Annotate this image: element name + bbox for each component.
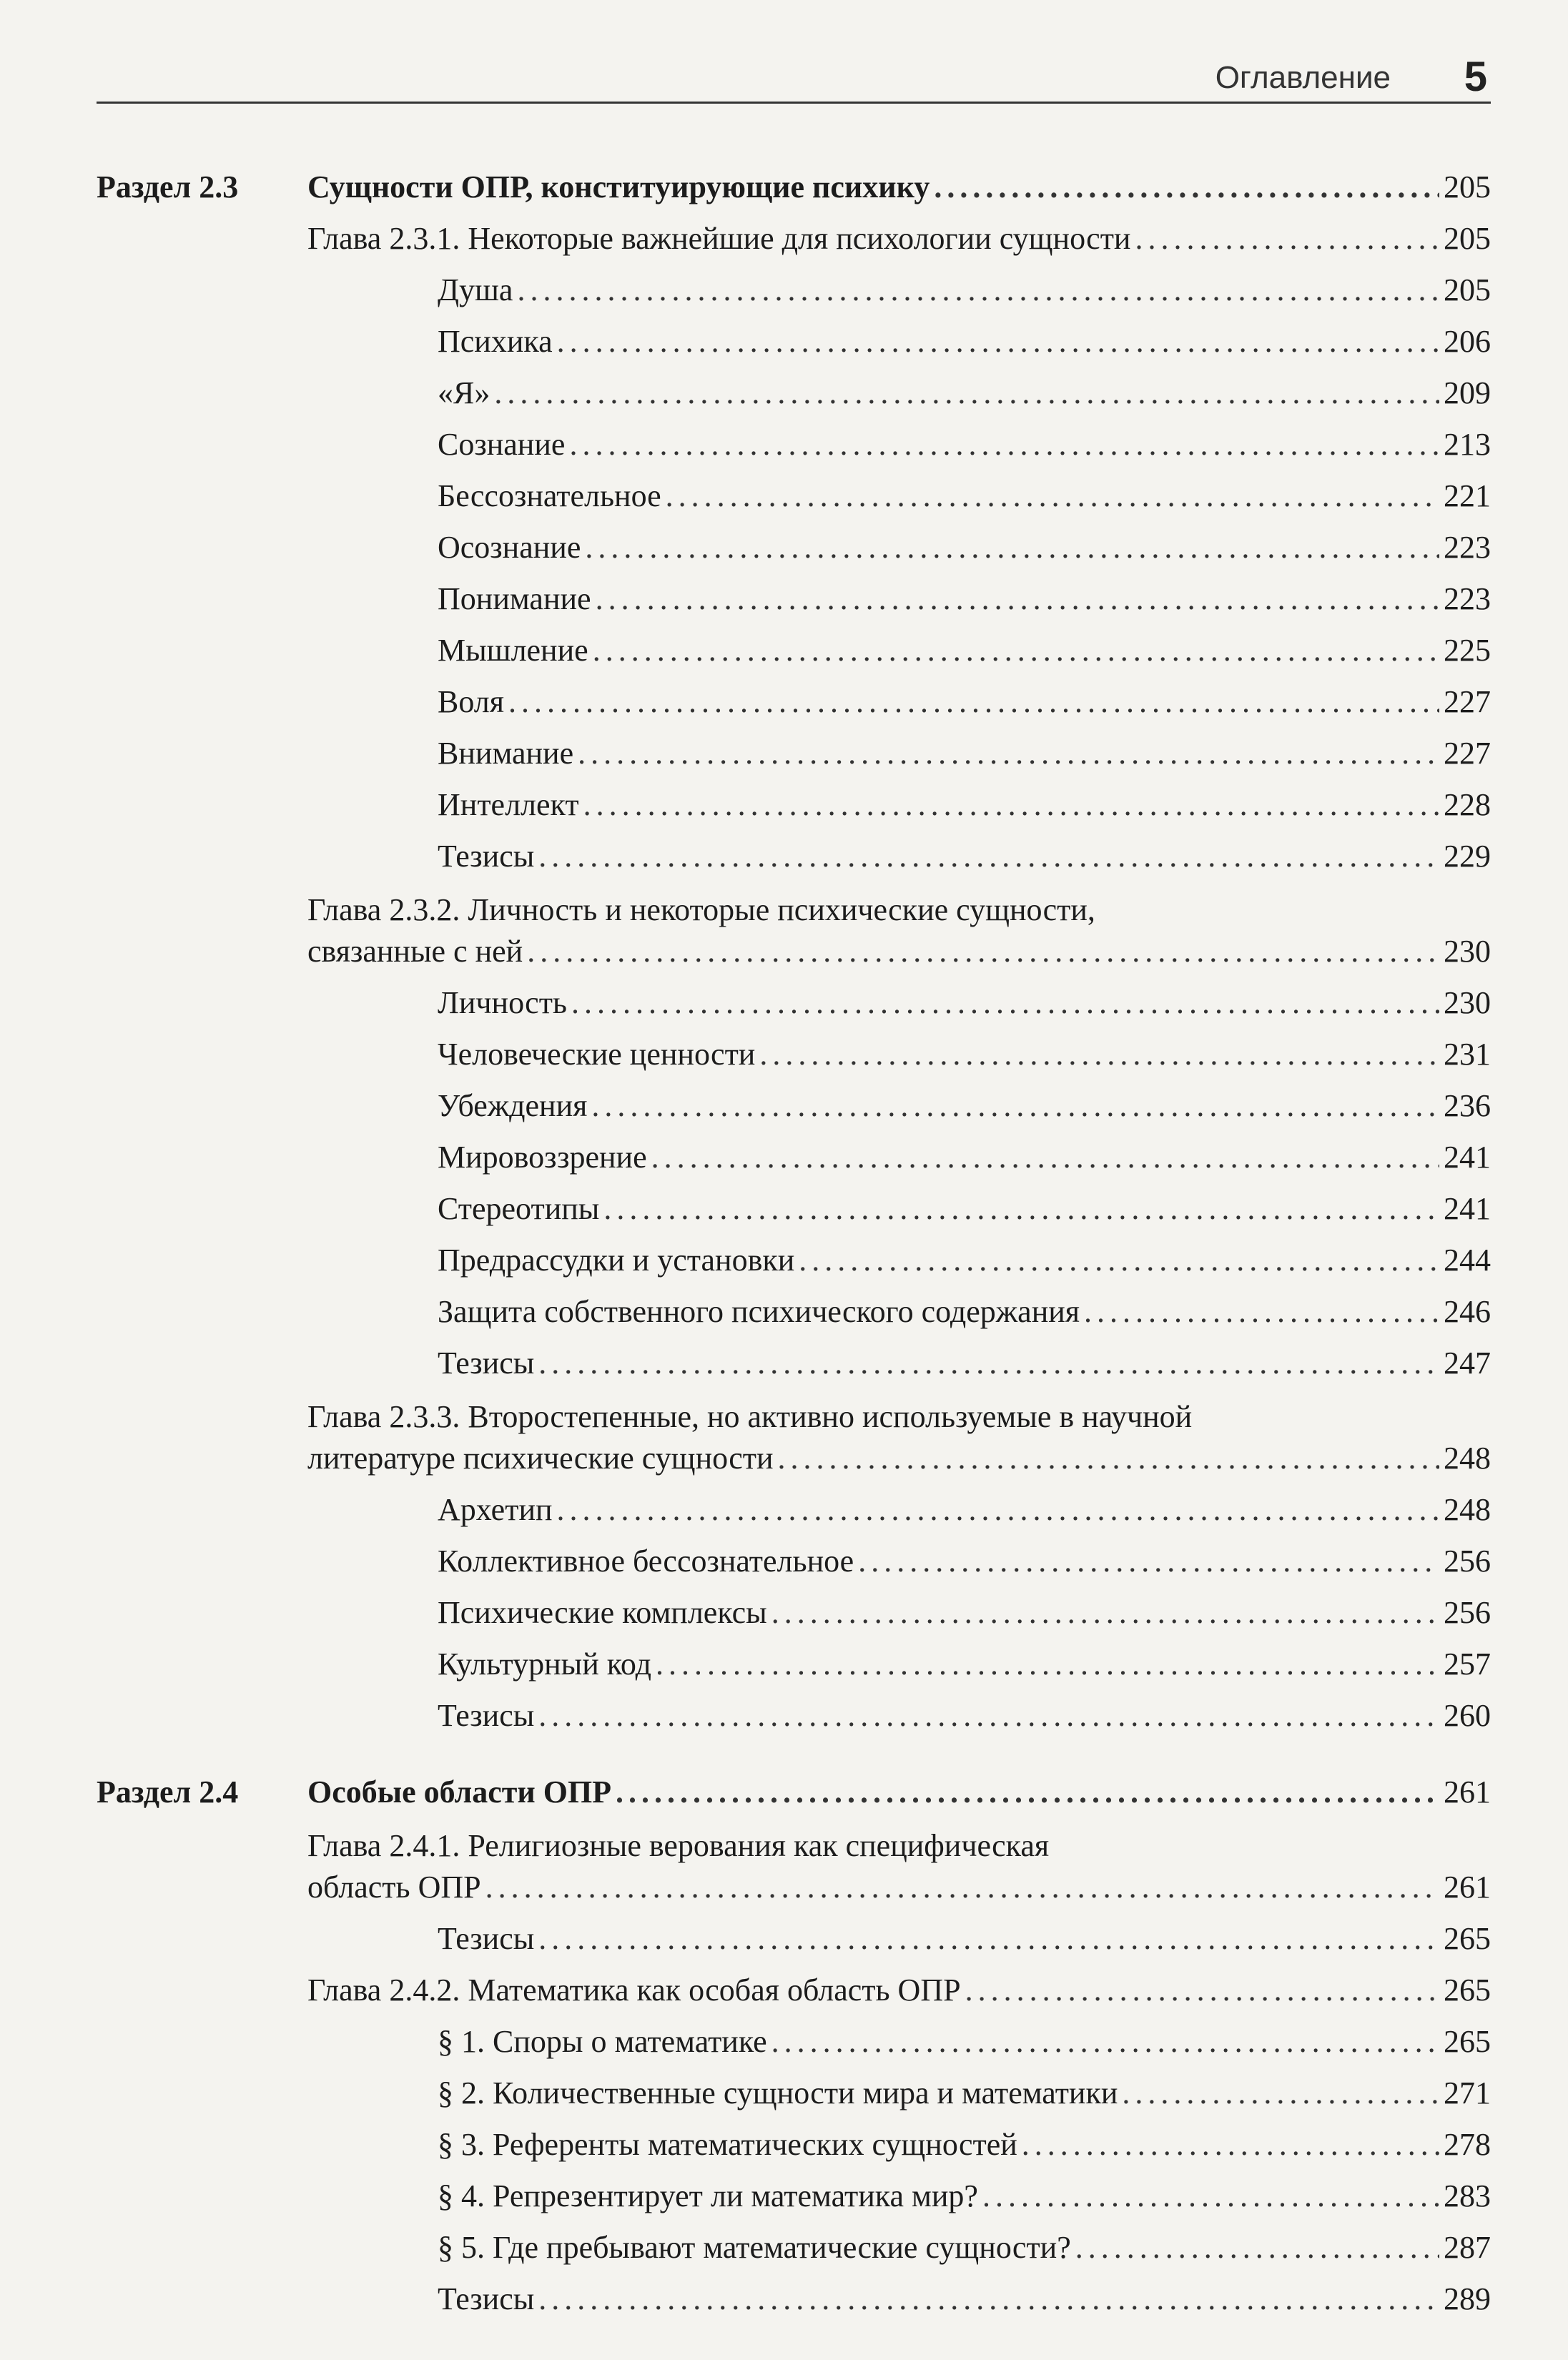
toc-title: Стереотипы xyxy=(438,1191,600,1226)
toc-page: 265 xyxy=(1444,2024,1491,2059)
dot-leader xyxy=(583,784,1439,826)
toc-page: 227 xyxy=(1444,684,1491,719)
dot-leader xyxy=(538,1343,1439,1384)
toc-page: 283 xyxy=(1444,2178,1491,2213)
toc-title: Психика xyxy=(438,324,553,359)
toc-row[interactable] xyxy=(438,1085,1491,1127)
dot-leader xyxy=(494,372,1439,414)
dot-leader xyxy=(799,1240,1439,1281)
toc-page: 206 xyxy=(1444,324,1491,359)
toc-page: 278 xyxy=(1444,2127,1491,2162)
toc-title: Коллективное бессознательное xyxy=(438,1544,854,1579)
toc-row[interactable] xyxy=(438,1918,1491,1960)
toc-row[interactable] xyxy=(438,2278,1491,2320)
toc-page: 265 xyxy=(1444,1973,1491,2008)
toc-title: «Я» xyxy=(438,375,490,410)
dot-leader xyxy=(591,1085,1439,1127)
toc-page: 241 xyxy=(1444,1191,1491,1226)
toc-title: Внимание xyxy=(438,736,574,771)
dot-leader xyxy=(1022,2124,1439,2166)
toc-title: Душа xyxy=(438,272,513,307)
toc-row[interactable] xyxy=(438,372,1491,414)
toc-row[interactable] xyxy=(438,2073,1491,2114)
toc-page: 205 xyxy=(1444,169,1491,204)
toc-page: 256 xyxy=(1444,1595,1491,1630)
toc-row[interactable] xyxy=(438,2021,1491,2063)
toc-page: 227 xyxy=(1444,736,1491,771)
toc-row-chapter[interactable] xyxy=(307,218,1491,260)
dot-leader xyxy=(934,167,1439,208)
toc-title: Мировоззрение xyxy=(438,1140,647,1175)
toc-page: 261 xyxy=(1444,1870,1491,1905)
dot-leader xyxy=(1135,218,1439,260)
toc-row[interactable] xyxy=(438,2124,1491,2166)
toc-row[interactable] xyxy=(438,1137,1491,1178)
toc-row[interactable] xyxy=(438,578,1491,620)
toc-title: § 3. Референты математических сущностей xyxy=(438,2127,1017,2162)
toc-title: Тезисы xyxy=(438,1346,535,1381)
toc-row-chapter[interactable] xyxy=(307,1970,1491,2011)
toc-title: Понимание xyxy=(438,581,591,616)
dot-leader xyxy=(517,270,1439,311)
toc-row[interactable] xyxy=(438,321,1491,362)
toc-row[interactable] xyxy=(438,424,1491,465)
toc-title: Тезисы xyxy=(438,1698,535,1733)
toc-title: Глава 2.4.2. Математика как особая область ОПР xyxy=(307,1973,961,2008)
dot-leader xyxy=(593,630,1439,671)
toc-page: 257 xyxy=(1444,1646,1491,1682)
toc-title: Человеческие ценности xyxy=(438,1037,756,1072)
toc-row[interactable] xyxy=(438,270,1491,311)
toc-title: Осознание xyxy=(438,530,581,565)
dot-leader xyxy=(557,1489,1439,1531)
toc-chapter-line1: Глава 2.3.3. Второстепенные, но активно используемые в научной xyxy=(307,1399,1193,1434)
toc-row-chapter[interactable] xyxy=(307,931,1491,972)
toc-page: 230 xyxy=(1444,934,1491,969)
dot-leader xyxy=(485,1867,1439,1908)
dot-leader xyxy=(771,1592,1439,1634)
toc-title: Глава 2.3.1. Некоторые важнейшие для психологии сущности xyxy=(307,221,1131,256)
dot-leader xyxy=(651,1137,1439,1178)
toc-row[interactable] xyxy=(438,2227,1491,2268)
dot-leader xyxy=(858,1541,1439,1582)
toc-title: § 5. Где пребывают математические сущности? xyxy=(438,2230,1071,2265)
toc-title: Защита собственного психического содержания xyxy=(438,1294,1080,1329)
toc-page: 265 xyxy=(1444,1921,1491,1956)
toc-page: 229 xyxy=(1444,839,1491,874)
toc-title: Сущности ОПР, конституирующие психику xyxy=(307,169,930,204)
dot-leader xyxy=(982,2176,1439,2217)
toc-title: область ОПР xyxy=(307,1870,481,1905)
dot-leader xyxy=(538,1695,1439,1737)
toc-title: Психические комплексы xyxy=(438,1595,767,1630)
running-title: Оглавление xyxy=(1215,60,1391,95)
toc-row[interactable] xyxy=(438,475,1491,517)
toc-title: Предрассудки и установки xyxy=(438,1243,795,1278)
dot-leader xyxy=(538,1918,1439,1960)
dot-leader xyxy=(965,1970,1439,2011)
toc-title: литературе психические сущности xyxy=(307,1441,774,1476)
dot-leader xyxy=(538,836,1439,877)
toc-row-section[interactable] xyxy=(307,1772,1491,1813)
toc-row[interactable] xyxy=(438,1541,1491,1582)
dot-leader xyxy=(596,578,1439,620)
header-rule xyxy=(97,102,1491,104)
toc-row[interactable] xyxy=(438,1343,1491,1384)
dot-leader xyxy=(571,982,1439,1024)
dot-leader xyxy=(759,1034,1439,1075)
dot-leader xyxy=(1075,2227,1439,2268)
toc-page: 260 xyxy=(1444,1698,1491,1733)
toc-page: 213 xyxy=(1444,427,1491,462)
dot-leader xyxy=(585,527,1439,568)
toc-row[interactable] xyxy=(438,982,1491,1024)
toc-page: 241 xyxy=(1444,1140,1491,1175)
toc-title: Культурный код xyxy=(438,1646,652,1682)
toc-row[interactable] xyxy=(438,681,1491,723)
toc-page: 228 xyxy=(1444,787,1491,822)
dot-leader xyxy=(778,1438,1439,1479)
toc-page: 289 xyxy=(1444,2281,1491,2316)
toc-page: 256 xyxy=(1444,1544,1491,1579)
dot-leader xyxy=(578,733,1439,774)
toc-title: Личность xyxy=(438,985,567,1020)
toc-page: 205 xyxy=(1444,221,1491,256)
toc-row[interactable] xyxy=(438,836,1491,877)
toc-title: Тезисы xyxy=(438,2281,535,2316)
toc-title: Убеждения xyxy=(438,1088,588,1123)
toc-page: 246 xyxy=(1444,1294,1491,1329)
page-number: 5 xyxy=(1464,54,1487,100)
toc-page: 244 xyxy=(1444,1243,1491,1278)
toc-row[interactable] xyxy=(438,1240,1491,1281)
toc-row-chapter[interactable] xyxy=(307,1867,1491,1908)
toc-page: 236 xyxy=(1444,1088,1491,1123)
toc-page: 230 xyxy=(1444,985,1491,1020)
toc-title: § 1. Споры о математике xyxy=(438,2024,767,2059)
toc-chapter-line1: Глава 2.3.2. Личность и некоторые психические сущности, xyxy=(307,892,1095,927)
toc-row[interactable] xyxy=(438,1644,1491,1685)
toc-page: 261 xyxy=(1444,1774,1491,1810)
section-label: Раздел 2.4 xyxy=(97,1774,239,1810)
dot-leader xyxy=(1122,2073,1439,2114)
dot-leader xyxy=(771,2021,1439,2063)
toc-title: Интеллект xyxy=(438,787,579,822)
toc-page: 223 xyxy=(1444,530,1491,565)
toc-row-section[interactable] xyxy=(307,167,1491,208)
toc-page: 223 xyxy=(1444,581,1491,616)
dot-leader xyxy=(538,2278,1439,2320)
dot-leader xyxy=(656,1644,1439,1685)
toc-chapter-line1: Глава 2.4.1. Религиозные верования как специфическая xyxy=(307,1828,1050,1863)
toc-title: Бессознательное xyxy=(438,478,661,513)
toc-title: Тезисы xyxy=(438,839,535,874)
toc-row[interactable] xyxy=(438,630,1491,671)
toc-row[interactable] xyxy=(438,2176,1491,2217)
dot-leader xyxy=(508,681,1439,723)
toc-title: Мышление xyxy=(438,633,588,668)
dot-leader xyxy=(616,1772,1439,1813)
toc-page: 209 xyxy=(1444,375,1491,410)
toc-title: Тезисы xyxy=(438,1921,535,1956)
page-header xyxy=(97,54,1487,107)
toc-page: 247 xyxy=(1444,1346,1491,1381)
toc-title: § 2. Количественные сущности мира и математики xyxy=(438,2075,1118,2110)
toc-row-chapter[interactable] xyxy=(307,1438,1491,1479)
toc-row[interactable] xyxy=(438,1188,1491,1230)
toc-title: Сознание xyxy=(438,427,566,462)
toc-title: Архетип xyxy=(438,1492,553,1527)
toc-page: 271 xyxy=(1444,2075,1491,2110)
toc-title: Особые области ОПР xyxy=(307,1774,612,1810)
toc-row[interactable] xyxy=(438,1592,1491,1634)
toc-row[interactable] xyxy=(438,1291,1491,1333)
toc-title: § 4. Репрезентирует ли математика мир? xyxy=(438,2178,978,2213)
toc-page: 231 xyxy=(1444,1037,1491,1072)
toc-row[interactable] xyxy=(438,733,1491,774)
toc-page: 221 xyxy=(1444,478,1491,513)
dot-leader xyxy=(557,321,1439,362)
toc-page: 287 xyxy=(1444,2230,1491,2265)
toc-row[interactable] xyxy=(438,784,1491,826)
toc-page: 248 xyxy=(1444,1492,1491,1527)
dot-leader xyxy=(1084,1291,1439,1333)
toc-row[interactable] xyxy=(438,1489,1491,1531)
toc-title: связанные с ней xyxy=(307,934,523,969)
toc-page: 248 xyxy=(1444,1441,1491,1476)
dot-leader xyxy=(603,1188,1439,1230)
toc-row[interactable] xyxy=(438,1034,1491,1075)
dot-leader xyxy=(527,931,1439,972)
toc-row[interactable] xyxy=(438,527,1491,568)
dot-leader xyxy=(666,475,1439,517)
toc-page: 225 xyxy=(1444,633,1491,668)
toc-title: Воля xyxy=(438,684,504,719)
dot-leader xyxy=(569,424,1439,465)
toc-page: 205 xyxy=(1444,272,1491,307)
section-label: Раздел 2.3 xyxy=(97,169,239,204)
toc-row[interactable] xyxy=(438,1695,1491,1737)
